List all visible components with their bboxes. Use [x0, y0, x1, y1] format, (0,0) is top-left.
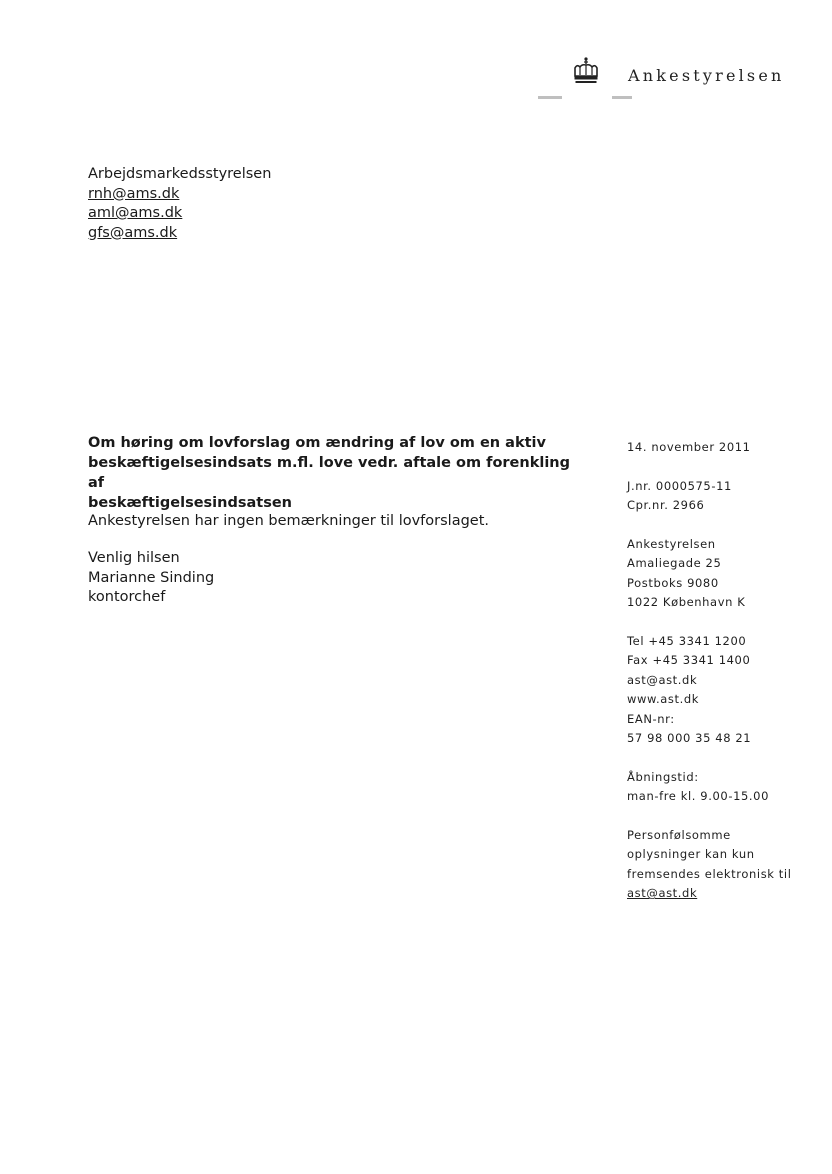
cpr-number: Cpr.nr. 2966 [627, 498, 705, 513]
privacy-note-line: Personfølsomme [627, 828, 731, 843]
recipient-email-link[interactable]: aml@ams.dk [88, 205, 183, 221]
spacer [627, 457, 827, 476]
spacer [627, 613, 827, 632]
spacer [627, 807, 827, 826]
subject-line: beskæftigelsesindsatsen [88, 495, 292, 511]
sender-info-column [627, 438, 827, 904]
signer-title: kontorchef [88, 589, 166, 605]
letter-subject [88, 433, 578, 513]
recipient-email-link[interactable]: gfs@ams.dk [88, 224, 178, 241]
subject-line: Om høring om lovforslag om ændring af lov om en aktiv [88, 435, 546, 451]
journal-number: J.nr. 0000575-11 [627, 478, 732, 493]
opening-hours-label: Åbningstid: [627, 769, 699, 784]
scan-mark [612, 96, 632, 99]
address-line: 1022 København K [627, 595, 746, 610]
subject-line: beskæftigelsesindsats m.fl. love vedr. aftale om forenkling af [88, 455, 571, 491]
privacy-note-line: fremsendes elektronisk til [627, 866, 792, 881]
address-line: Postboks 9080 [627, 575, 719, 590]
greeting: Venlig hilsen [88, 550, 180, 566]
recipient-email-link[interactable]: rnh@ams.dk [88, 185, 180, 202]
spacer [627, 516, 827, 535]
ean-value: 57 98 000 35 48 21 [627, 731, 752, 746]
address-line: Ankestyrelsen [627, 537, 716, 551]
privacy-note-line: oplysninger kan kun [627, 847, 755, 862]
letter-date: 14. november 2011 [627, 440, 751, 454]
privacy-email-link[interactable]: ast@ast.dk [627, 886, 698, 901]
contact-email: ast@ast.dk [627, 672, 698, 687]
signer-name: Marianne Sinding [88, 569, 215, 586]
phone-number: Tel +45 3341 1200 [627, 634, 747, 649]
royal-crown-icon [572, 56, 600, 86]
address-line: Amaliegade 25 [627, 556, 722, 571]
fax-number: Fax +45 3341 1400 [627, 653, 751, 668]
spacer [627, 748, 827, 767]
opening-hours-value: man-fre kl. 9.00-15.00 [627, 789, 769, 804]
ean-label: EAN-nr: [627, 711, 675, 726]
org-name: Ankestyrelsen [628, 66, 785, 85]
recipient-name: Arbejdsmarkedsstyrelsen [88, 166, 272, 182]
recipient-block [88, 165, 271, 243]
website: www.ast.dk [627, 692, 699, 707]
letter-body: Ankestyrelsen har ingen bemærkninger til lovforslaget. [88, 513, 489, 529]
scan-mark [538, 96, 562, 99]
letter-closing [88, 549, 214, 608]
